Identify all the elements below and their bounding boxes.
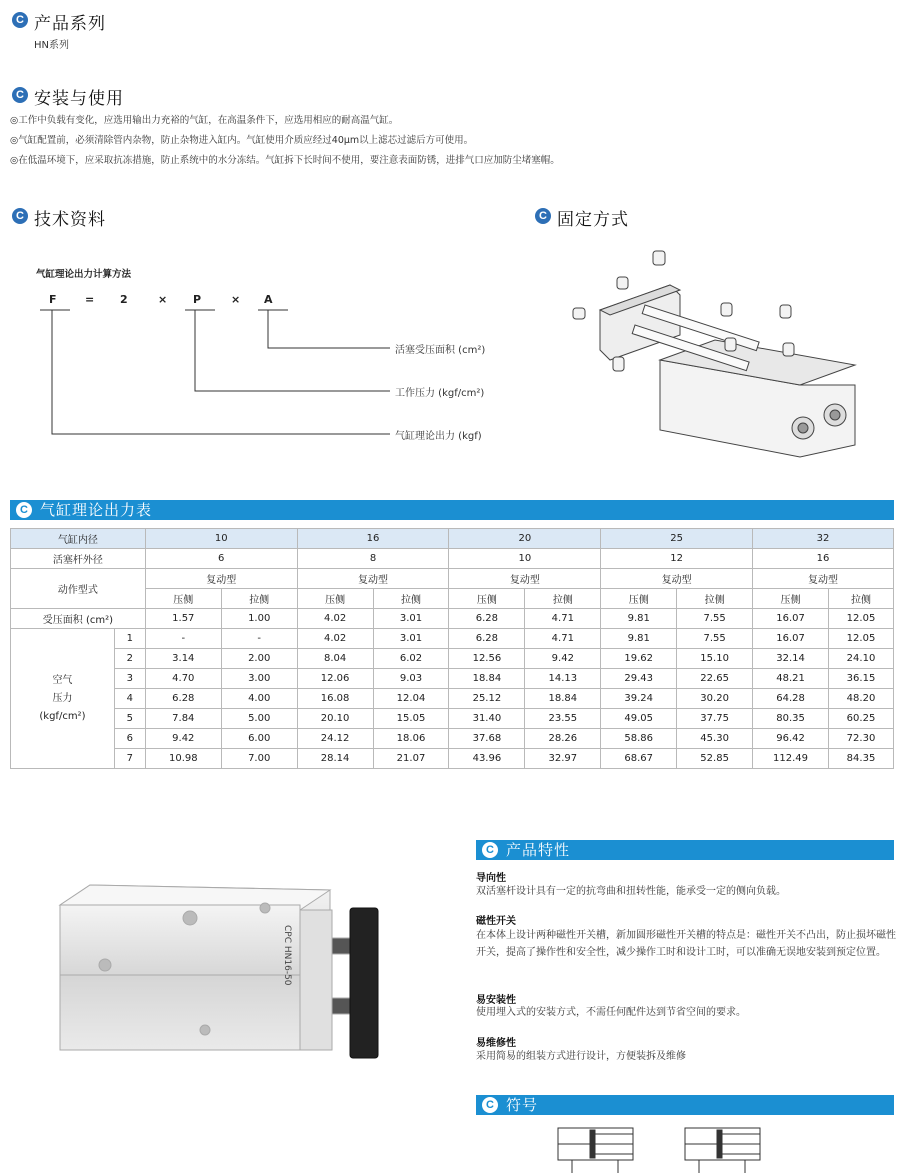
pressure-cell: 2 <box>114 649 145 669</box>
bore-cell: 16 <box>297 529 449 549</box>
table-row <box>11 689 894 709</box>
force-cell: 9.81 <box>601 629 677 649</box>
feature-heading: 磁性开关 <box>476 916 516 927</box>
symbol-diagram <box>550 1120 770 1173</box>
formula-label-pressure: 工作压力 (kgf/cm²) <box>395 388 485 399</box>
force-cell: 20.10 <box>297 709 373 729</box>
force-cell: 96.42 <box>753 729 829 749</box>
bore-cell: 20 <box>449 529 601 549</box>
table-row-area <box>11 609 894 629</box>
action-cell: 复动型 <box>297 569 449 589</box>
force-cell: 15.10 <box>677 649 753 669</box>
row-label-area: 受压面积 (cm²) <box>11 609 146 629</box>
force-cell: 12.56 <box>449 649 525 669</box>
force-cell: 25.12 <box>449 689 525 709</box>
force-cell: 12.05 <box>829 629 894 649</box>
pressure-label-1: 空气 <box>52 674 73 686</box>
force-cell: 39.24 <box>601 689 677 709</box>
side-pull: 拉侧 <box>829 589 894 609</box>
section-c-icon: C <box>12 87 28 103</box>
section-c-icon: C <box>535 208 551 224</box>
force-cell: 7.84 <box>145 709 221 729</box>
side-pull: 拉侧 <box>677 589 753 609</box>
force-cell: 16.08 <box>297 689 373 709</box>
feature-heading: 易安装性 <box>476 995 516 1006</box>
formula-token-x2: × <box>231 293 241 306</box>
feature-text: 在本体上设计两种磁性开关槽，新加圆形磁性开关槽的特点是：磁性开关不凸出，防止损坏磁性开关，提高了操作性和安全性，减少操作工时和设计工时，可以准确无误地安装到预定位置。 <box>476 930 896 958</box>
area-cell: 1.57 <box>145 609 221 629</box>
force-cell: 2.00 <box>221 649 297 669</box>
force-cell: 7.55 <box>677 629 753 649</box>
row-label-pressure <box>11 629 115 769</box>
formula-label-force: 气缸理论出力 (kgf) <box>395 431 482 442</box>
section-c-icon: C <box>482 1097 498 1113</box>
force-cell: 60.25 <box>829 709 894 729</box>
install-note-2: ◎气缸配置前，必须清除管内杂物，防止杂物进入缸内。气缸使用介质应经过40μm以上滤芯过滤后方可使用。 <box>10 135 474 146</box>
formula-token-2: 2 <box>120 293 128 306</box>
area-cell: 16.07 <box>753 609 829 629</box>
table-row <box>11 669 894 689</box>
tech-title: 技术资料 <box>34 210 106 230</box>
product-photo <box>50 880 390 1070</box>
install-note-3: ◎在低温环境下，应采取抗冻措施，防止系统中的水分冻结。气缸拆下长时间不使用，要注意表面防锈，进排气口应加防尘堵塞帽。 <box>10 155 560 166</box>
force-table-title: 气缸理论出力表 <box>40 501 153 519</box>
force-cell: 4.70 <box>145 669 221 689</box>
side-push: 压侧 <box>753 589 829 609</box>
force-cell: 48.21 <box>753 669 829 689</box>
action-cell: 复动型 <box>449 569 601 589</box>
force-cell: 64.28 <box>753 689 829 709</box>
force-cell: 9.42 <box>145 729 221 749</box>
force-cell: 4.00 <box>221 689 297 709</box>
table-row <box>11 749 894 769</box>
features-title-bar <box>476 840 894 860</box>
side-push: 压侧 <box>145 589 221 609</box>
force-cell: 29.43 <box>601 669 677 689</box>
feature-heading: 易维修性 <box>476 1038 516 1049</box>
pressure-label-3: (kgf/cm²) <box>39 710 86 722</box>
area-cell: 12.05 <box>829 609 894 629</box>
product-brand: CPC <box>282 925 292 943</box>
side-push: 压侧 <box>297 589 373 609</box>
area-cell: 6.28 <box>449 609 525 629</box>
force-cell: 58.86 <box>601 729 677 749</box>
force-cell: 32.14 <box>753 649 829 669</box>
formula-token-A: A <box>264 293 273 306</box>
rod-cell: 8 <box>297 549 449 569</box>
force-cell: 10.98 <box>145 749 221 769</box>
symbol-title: 符号 <box>506 1096 539 1114</box>
side-push: 压侧 <box>601 589 677 609</box>
product-label <box>282 925 292 986</box>
pressure-cell: 1 <box>114 629 145 649</box>
pressure-cell: 6 <box>114 729 145 749</box>
table-row-action <box>11 569 894 589</box>
section-c-icon: C <box>12 12 28 28</box>
install-title: 安装与使用 <box>34 89 124 109</box>
force-cell: 22.65 <box>677 669 753 689</box>
force-cell: 3.01 <box>373 629 449 649</box>
force-cell: 4.02 <box>297 629 373 649</box>
formula-label-area: 活塞受压面积 (cm²) <box>395 345 486 356</box>
series-subtitle: HN系列 <box>34 40 69 51</box>
force-cell: 24.12 <box>297 729 373 749</box>
series-title: 产品系列 <box>34 14 106 34</box>
rod-cell: 12 <box>601 549 753 569</box>
bore-cell: 10 <box>145 529 297 549</box>
force-cell: 84.35 <box>829 749 894 769</box>
bore-cell: 32 <box>753 529 894 549</box>
mounting-diagram <box>565 245 865 465</box>
force-cell: 112.49 <box>753 749 829 769</box>
force-cell: 18.06 <box>373 729 449 749</box>
force-cell: 28.14 <box>297 749 373 769</box>
force-cell: 43.96 <box>449 749 525 769</box>
force-cell: 30.20 <box>677 689 753 709</box>
formula-token-P: P <box>193 293 202 306</box>
force-cell: 37.68 <box>449 729 525 749</box>
force-cell: 4.71 <box>525 629 601 649</box>
pressure-cell: 7 <box>114 749 145 769</box>
table-row-bore <box>11 529 894 549</box>
force-cell: 21.07 <box>373 749 449 769</box>
force-cell: 19.62 <box>601 649 677 669</box>
force-cell: 12.04 <box>373 689 449 709</box>
action-cell: 复动型 <box>145 569 297 589</box>
features-title: 产品特性 <box>506 841 571 859</box>
product-model: HN16-50 <box>282 945 292 986</box>
section-c-icon: C <box>16 502 32 518</box>
force-cell: 48.20 <box>829 689 894 709</box>
feature-text: 双活塞杆设计具有一定的抗弯曲和扭转性能，能承受一定的侧向负载。 <box>476 886 786 897</box>
force-cell: 52.85 <box>677 749 753 769</box>
force-cell: 14.13 <box>525 669 601 689</box>
feature-text: 使用埋入式的安装方式，不需任何配件达到节省空间的要求。 <box>476 1007 746 1018</box>
pressure-label-2: 压力 <box>52 692 73 704</box>
symbol-title-bar <box>476 1095 894 1115</box>
area-cell: 3.01 <box>373 609 449 629</box>
side-pull: 拉侧 <box>221 589 297 609</box>
force-cell: 18.84 <box>449 669 525 689</box>
pressure-cell: 4 <box>114 689 145 709</box>
table-row <box>11 649 894 669</box>
force-cell: 6.28 <box>449 629 525 649</box>
force-cell: 16.07 <box>753 629 829 649</box>
force-cell: 37.75 <box>677 709 753 729</box>
force-cell: 3.14 <box>145 649 221 669</box>
force-cell: - <box>221 629 297 649</box>
force-cell: 3.00 <box>221 669 297 689</box>
area-cell: 4.02 <box>297 609 373 629</box>
pressure-cell: 5 <box>114 709 145 729</box>
rod-cell: 6 <box>145 549 297 569</box>
feature-text: 采用简易的组装方式进行设计，方便装拆及维修 <box>476 1051 686 1062</box>
force-cell: - <box>145 629 221 649</box>
rod-cell: 16 <box>753 549 894 569</box>
force-cell: 5.00 <box>221 709 297 729</box>
force-cell: 36.15 <box>829 669 894 689</box>
force-cell: 6.28 <box>145 689 221 709</box>
force-cell: 80.35 <box>753 709 829 729</box>
formula-token-F: F <box>49 293 57 306</box>
formula-leader-lines <box>0 0 420 450</box>
area-cell: 1.00 <box>221 609 297 629</box>
row-label-bore: 气缸内径 <box>11 529 146 549</box>
area-cell: 7.55 <box>677 609 753 629</box>
pressure-cell: 3 <box>114 669 145 689</box>
bore-cell: 25 <box>601 529 753 549</box>
section-c-icon: C <box>12 208 28 224</box>
force-cell: 15.05 <box>373 709 449 729</box>
action-cell: 复动型 <box>601 569 753 589</box>
force-cell: 24.10 <box>829 649 894 669</box>
force-cell: 49.05 <box>601 709 677 729</box>
force-cell: 72.30 <box>829 729 894 749</box>
formula-token-x1: × <box>158 293 168 306</box>
table-row <box>11 729 894 749</box>
side-pull: 拉侧 <box>373 589 449 609</box>
force-cell: 31.40 <box>449 709 525 729</box>
feature-heading: 导向性 <box>476 873 506 884</box>
mount-title: 固定方式 <box>557 210 629 230</box>
install-note-1: ◎工作中负载有变化，应选用输出力充裕的气缸，在高温条件下，应选用相应的耐高温气缸。 <box>10 115 399 126</box>
force-cell: 23.55 <box>525 709 601 729</box>
table-row <box>11 709 894 729</box>
force-cell: 32.97 <box>525 749 601 769</box>
formula-heading: 气缸理论出力计算方法 <box>36 269 132 280</box>
force-table <box>10 528 894 769</box>
rod-cell: 10 <box>449 549 601 569</box>
force-cell: 68.67 <box>601 749 677 769</box>
force-cell: 8.04 <box>297 649 373 669</box>
area-cell: 9.81 <box>601 609 677 629</box>
force-cell: 9.42 <box>525 649 601 669</box>
force-cell: 9.03 <box>373 669 449 689</box>
table-row-rod <box>11 549 894 569</box>
force-table-title-bar <box>10 500 894 520</box>
force-cell: 6.00 <box>221 729 297 749</box>
force-cell: 45.30 <box>677 729 753 749</box>
force-cell: 28.26 <box>525 729 601 749</box>
side-push: 压侧 <box>449 589 525 609</box>
force-cell: 18.84 <box>525 689 601 709</box>
row-label-rod: 活塞杆外径 <box>11 549 146 569</box>
formula-token-eq: = <box>85 293 95 306</box>
action-cell: 复动型 <box>753 569 894 589</box>
force-cell: 7.00 <box>221 749 297 769</box>
table-row <box>11 629 894 649</box>
area-cell: 4.71 <box>525 609 601 629</box>
section-c-icon: C <box>482 842 498 858</box>
row-label-action: 动作型式 <box>11 569 146 609</box>
side-pull: 拉侧 <box>525 589 601 609</box>
force-cell: 12.06 <box>297 669 373 689</box>
force-cell: 6.02 <box>373 649 449 669</box>
